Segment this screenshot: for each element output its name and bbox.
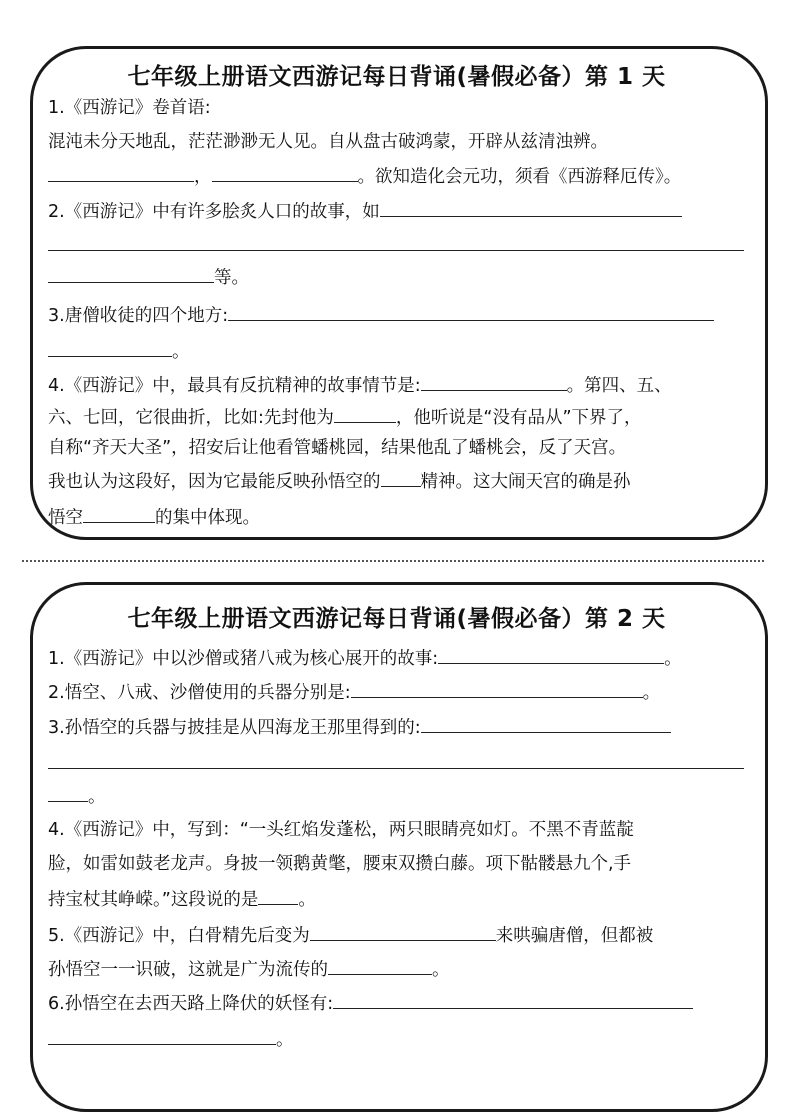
answer-blank[interactable]	[83, 504, 155, 523]
q6-head: 6.孙悟空在去西天路上降伏的妖怪有:	[48, 994, 334, 1014]
day1-q4-line1	[48, 372, 672, 398]
q5-l1-b: 来哄骗唐僧，但都被	[495, 926, 654, 946]
answer-blank[interactable]	[48, 163, 194, 182]
day2-q6-line1	[48, 990, 693, 1016]
answer-line[interactable]	[48, 250, 744, 251]
q4-l5-a: 悟空	[48, 508, 83, 528]
q3-head: 3.孙悟空的兵器与披挂是从四海龙王那里得到的:	[48, 718, 421, 738]
day1-q1-head: 1.《西游记》卷首语:	[48, 98, 211, 118]
answer-blank[interactable]	[48, 783, 88, 802]
answer-blank[interactable]	[328, 956, 432, 975]
day1-q3-line2	[48, 338, 190, 364]
answer-line[interactable]	[48, 768, 744, 769]
answer-blank[interactable]	[258, 886, 298, 905]
day2-q5-line2	[48, 956, 450, 982]
q4-l2-a: 六、七回，它很曲折，比如:先封他为	[48, 408, 334, 428]
answer-blank[interactable]	[351, 679, 643, 698]
q3-tail: 。	[88, 787, 106, 807]
answer-blank[interactable]	[421, 714, 671, 733]
answer-blank[interactable]	[48, 338, 172, 357]
day1-q4-line2	[48, 404, 642, 430]
q4-l4-a: 我也认为这段好，因为它最能反映孙悟空的	[48, 472, 381, 492]
day1-q1-line1: 混沌未分天地乱，茫茫渺渺无人见。自从盘古破鸿蒙，开辟从兹清浊辨。	[48, 132, 608, 152]
day2-q3-line3	[48, 783, 106, 809]
day2-q4-line2: 脸，如雷如鼓老龙声。身披一领鹅黄氅，腰束双攒白藤。项下骷髅悬九个,手	[48, 854, 632, 874]
day1-q4-line3: 自称“齐天大圣”，招安后让他看管蟠桃园，结果他乱了蟠桃会，反了天宫。	[48, 438, 627, 458]
comma-text: ，	[194, 167, 212, 187]
q1-line2-tail: 。欲知造化会元功，须看《西游释厄传》。	[357, 167, 682, 187]
q6-tail: 。	[276, 1030, 294, 1050]
q3-head: 3.唐僧收徒的四个地方:	[48, 306, 229, 326]
q5-l2-a: 孙悟空一一识破，这就是广为流传的	[48, 960, 328, 980]
q4-l2-b: ，他听说是“没有品从”下界了，	[395, 408, 642, 428]
day1-q3-line1	[48, 302, 714, 328]
day1-title: 七年级上册语文西游记每日背诵(暑假必备）第 1 天	[127, 64, 666, 90]
q4-l4-b: 精神。这大闹天宫的确是孙	[420, 472, 631, 492]
day2-q1	[48, 645, 682, 671]
q3-tail: 。	[172, 342, 190, 362]
day1-card	[30, 46, 768, 540]
q2-head: 2.《西游记》中有许多脍炙人口的故事，如	[48, 202, 380, 222]
day2-q2	[48, 679, 660, 705]
day1-q2-line3	[48, 264, 249, 290]
day2-q4-line3	[48, 886, 316, 912]
day2-q4-line1: 4.《西游记》中，写到：“一头红焰发蓬松，两只眼睛亮如灯。不黑不青蓝靛	[48, 820, 634, 840]
q5-l1-a: 5.《西游记》中，白骨精先后变为	[48, 926, 310, 946]
answer-blank[interactable]	[333, 990, 693, 1009]
dotted-separator	[22, 560, 764, 562]
day2-q6-line2	[48, 1026, 294, 1052]
q1-tail: 。	[664, 649, 682, 669]
q5-l2-b: 。	[432, 960, 450, 980]
q1-head: 1.《西游记》中以沙僧或猪八戒为核心展开的故事:	[48, 649, 439, 669]
q4-l3-b: 。	[298, 890, 316, 910]
answer-blank[interactable]	[438, 645, 664, 664]
day1-q2-line1	[48, 198, 682, 224]
day2-q3-line1	[48, 714, 671, 740]
answer-blank[interactable]	[228, 302, 714, 321]
answer-blank[interactable]	[310, 922, 496, 941]
day2-title: 七年级上册语文西游记每日背诵(暑假必备）第 2 天	[127, 606, 666, 632]
q4-l1-a: 4.《西游记》中，最具有反抗精神的故事情节是:	[48, 376, 421, 396]
answer-blank[interactable]	[48, 264, 214, 283]
day1-q4-line4	[48, 468, 631, 494]
answer-blank[interactable]	[48, 1026, 276, 1045]
day2-q5-line1	[48, 922, 653, 948]
answer-blank[interactable]	[334, 404, 396, 423]
q4-l1-b: 。第四、五、	[566, 376, 672, 396]
q4-l3-a: 持宝杖其峥嵘。”这段说的是	[48, 890, 259, 910]
answer-blank[interactable]	[212, 163, 358, 182]
q2-head: 2.悟空、八戒、沙僧使用的兵器分别是:	[48, 683, 351, 703]
q2-tail: 。	[642, 683, 661, 703]
q4-l5-b: 的集中体现。	[155, 508, 260, 528]
day1-q4-line5	[48, 504, 260, 530]
answer-blank[interactable]	[421, 372, 567, 391]
answer-blank[interactable]	[381, 468, 421, 487]
q2-tail: 等。	[214, 268, 249, 288]
answer-blank[interactable]	[380, 198, 682, 217]
day1-q1-line2	[48, 163, 681, 189]
